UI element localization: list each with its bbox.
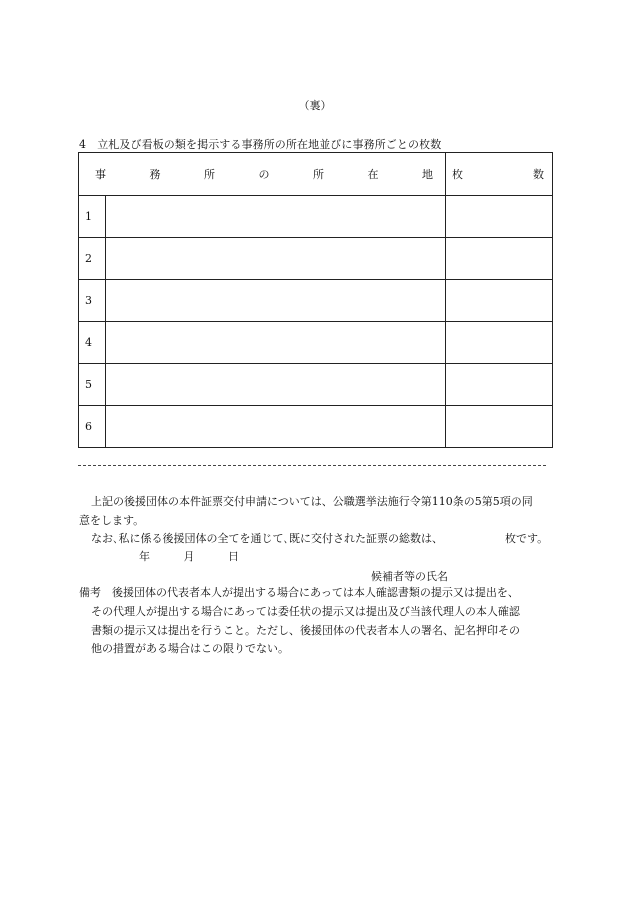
table-row xyxy=(79,322,553,364)
header-char: 所 xyxy=(313,168,324,181)
count-cell[interactable] xyxy=(446,364,553,406)
date-month-label: 月 xyxy=(183,550,195,563)
address-cell[interactable] xyxy=(106,364,446,406)
row-number: 4 xyxy=(79,322,106,364)
row-number: 5 xyxy=(79,364,106,406)
address-cell[interactable] xyxy=(106,238,446,280)
row-number: 2 xyxy=(79,238,106,280)
candidate-name-label: 候補者等の氏名 xyxy=(371,570,448,583)
consent-line-2: 意をします。 xyxy=(79,514,145,527)
remarks-line-4: 他の措置がある場合はこの限りでない。 xyxy=(91,642,289,655)
remarks-line-1: 備考 後援団体の代表者本人が提出する場合にあっては本人確認書類の提示又は提出を、 xyxy=(79,586,519,599)
cut-line-divider xyxy=(78,465,546,466)
table-row xyxy=(79,406,553,448)
row-number: 1 xyxy=(79,196,106,238)
count-cell[interactable] xyxy=(446,280,553,322)
date-line xyxy=(139,548,269,564)
table-header-row xyxy=(79,153,553,196)
count-cell[interactable] xyxy=(446,406,553,448)
header-char: 事 xyxy=(95,168,106,181)
header-char: 地 xyxy=(422,168,433,181)
row-number: 3 xyxy=(79,280,106,322)
count-cell[interactable] xyxy=(446,196,553,238)
header-char: の xyxy=(258,168,270,181)
header-char: 数 xyxy=(533,168,544,181)
office-table xyxy=(78,152,553,448)
address-cell[interactable] xyxy=(106,406,446,448)
count-cell[interactable] xyxy=(446,322,553,364)
address-cell[interactable] xyxy=(106,322,446,364)
header-char: 枚 xyxy=(452,168,463,181)
address-cell[interactable] xyxy=(106,280,446,322)
address-column-header xyxy=(79,153,446,196)
header-char: 在 xyxy=(367,168,379,181)
page-side-label: （裏） xyxy=(298,99,332,112)
total-count-text: なお､私に係る後援団体の全てを通じて､既に交付された証票の総数は、 xyxy=(91,532,443,545)
count-cell[interactable] xyxy=(446,238,553,280)
remarks-line-3: 書類の提示又は提出を行うこと。ただし、後援団体の代表者本人の署名、記名押印その xyxy=(91,624,520,637)
table-row xyxy=(79,364,553,406)
date-day-label: 日 xyxy=(228,550,239,563)
total-count-suffix: 枚です。 xyxy=(505,532,549,545)
header-char: 所 xyxy=(204,168,215,181)
row-number: 6 xyxy=(79,406,106,448)
table-row xyxy=(79,196,553,238)
address-cell[interactable] xyxy=(106,196,446,238)
remarks-line-2: その代理人が提出する場合にあっては委任状の提示又は提出及び当該代理人の本人確認 xyxy=(91,605,520,618)
consent-line-1: 上記の後援団体の本件証票交付申請については、公職選挙法施行令第110条の5第5項の同 xyxy=(91,495,533,508)
table-row xyxy=(79,238,553,280)
date-year-label: 年 xyxy=(139,550,150,563)
count-column-header xyxy=(446,153,553,196)
table-row xyxy=(79,280,553,322)
section-heading: 4 立札及び看板の類を掲示する事務所の所在地並びに事務所ごとの枚数 xyxy=(79,138,442,151)
header-char: 務 xyxy=(149,168,161,181)
